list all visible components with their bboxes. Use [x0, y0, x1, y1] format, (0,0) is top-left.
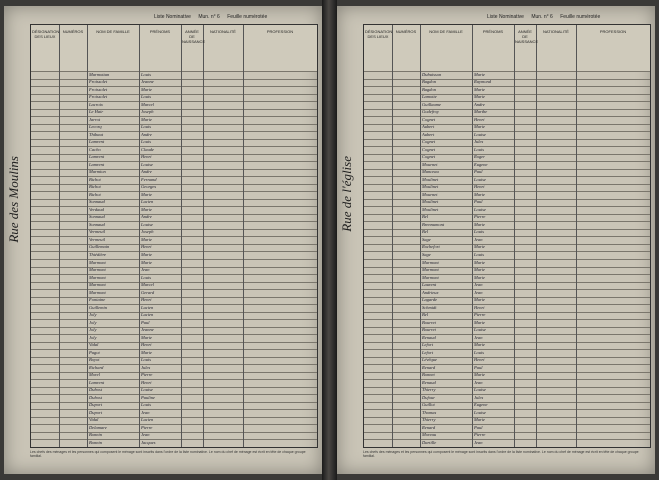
- column-divider: [87, 25, 88, 447]
- surname-cell: Bagdon: [422, 86, 436, 92]
- surname-cell: Sonnaud: [89, 214, 105, 220]
- firstname-cell: Marcel: [141, 282, 154, 288]
- surname-cell: Marmont: [89, 259, 106, 265]
- surname-cell: Dartille: [422, 439, 437, 445]
- right-register-table: [363, 24, 651, 448]
- firstname-cell: Andre: [141, 131, 152, 137]
- surname-cell: Cognet: [422, 116, 435, 122]
- surname-cell: Marmont: [89, 289, 106, 295]
- surname-cell: Lefort: [422, 342, 434, 348]
- firstname-cell: Henri: [474, 116, 485, 122]
- column-header: NUMÉROS: [395, 29, 417, 34]
- firstname-cell: Louis: [141, 357, 152, 363]
- surname-cell: Renaud: [422, 379, 436, 385]
- firstname-cell: Louis: [474, 251, 485, 257]
- surname-cell: Lacroix: [89, 101, 103, 107]
- surname-cell: Moulinet: [422, 184, 439, 190]
- surname-cell: Aubert: [422, 131, 435, 137]
- header-mid-text: Mun. n° 6: [531, 14, 553, 20]
- firstname-cell: Marie: [474, 259, 485, 265]
- firstname-cell: Jean: [474, 236, 483, 242]
- left-footnote: Les chefs des ménages et les personnes qui composent le ménage sont inscrits dans l'ordre de la liste nominative. Le nom du chef de ménage est écrit en tête de chaque groupe familial.: [30, 450, 306, 458]
- firstname-cell: Joseph: [141, 109, 154, 115]
- header-left-text: Liste Nominative: [154, 14, 191, 20]
- surname-cell: Renard: [422, 424, 436, 430]
- surname-cell: Froissolet: [89, 86, 108, 92]
- firstname-cell: Marie: [474, 124, 485, 130]
- firstname-cell: Marie: [141, 236, 152, 242]
- firstname-cell: Marie: [141, 259, 152, 265]
- surname-cell: Joly: [89, 312, 97, 318]
- firstname-cell: Louis: [141, 124, 152, 130]
- firstname-cell: Marie: [141, 349, 152, 355]
- header-left-text: Liste Nominative: [487, 14, 524, 20]
- firstname-cell: Louise: [474, 387, 487, 393]
- surname-cell: Lagarde: [422, 297, 438, 303]
- surname-cell: Marmont: [89, 267, 106, 273]
- surname-cell: Dubost: [89, 394, 103, 400]
- surname-cell: Joly: [89, 334, 97, 340]
- surname-cell: Bourret: [422, 319, 436, 325]
- surname-cell: Marmottan: [89, 71, 110, 77]
- surname-cell: Marmont: [422, 274, 439, 280]
- column-divider: [576, 25, 577, 447]
- surname-cell: Dufour: [422, 394, 436, 400]
- column-header: DÉSIGNATION DES LIEUX: [365, 29, 393, 39]
- firstname-cell: Paul: [141, 319, 150, 325]
- firstname-cell: Marie: [141, 251, 152, 257]
- column-header: DÉSIGNATION DES LIEUX: [32, 29, 60, 39]
- firstname-cell: Jean: [141, 267, 150, 273]
- column-header: ANNÉE DE NAISSANCE: [182, 29, 206, 44]
- firstname-cell: Louis: [141, 71, 152, 77]
- firstname-cell: Louise: [141, 221, 154, 227]
- firstname-cell: Andre: [141, 214, 152, 220]
- surname-cell: Lamrent: [89, 139, 105, 145]
- firstname-cell: Roger: [474, 154, 485, 160]
- right-footnote: Les chefs des ménages et les personnes qui composent le ménage sont inscrits dans l'ordre de la liste nominative. Le nom du chef de ménage est écrit en tête de chaque groupe familial.: [363, 450, 639, 458]
- firstname-cell: Paul: [474, 424, 483, 430]
- surname-cell: Marmont: [422, 267, 439, 273]
- firstname-cell: Eugene: [474, 402, 488, 408]
- firstname-cell: Louise: [474, 176, 487, 182]
- column-header: NOM DE FAMILLE: [429, 29, 463, 34]
- firstname-cell: Jules: [474, 139, 484, 145]
- firstname-cell: Marie: [474, 319, 485, 325]
- surname-cell: Vidal: [89, 417, 99, 423]
- left-register-table: [30, 24, 318, 448]
- surname-cell: Fontaine: [89, 297, 106, 303]
- surname-cell: Lévêque: [422, 357, 437, 363]
- firstname-cell: Marie: [474, 267, 485, 273]
- surname-cell: Vidal: [89, 342, 99, 348]
- surname-cell: Mournet: [422, 161, 438, 167]
- surname-cell: Duport: [89, 409, 103, 415]
- surname-cell: Lefort: [422, 349, 434, 355]
- firstname-cell: Henri: [474, 184, 485, 190]
- surname-cell: Marmont: [422, 259, 439, 265]
- firstname-cell: Claude: [141, 146, 154, 152]
- firstname-cell: Jacques: [141, 439, 156, 445]
- surname-cell: Laurent: [422, 282, 437, 288]
- firstname-cell: Jean: [141, 432, 150, 438]
- firstname-cell: Pauline: [141, 394, 155, 400]
- firstname-cell: Marie: [474, 94, 485, 100]
- surname-cell: Aubert: [422, 124, 435, 130]
- firstname-cell: Marie: [474, 274, 485, 280]
- firstname-cell: Paul: [474, 199, 483, 205]
- firstname-cell: Louis: [474, 229, 485, 235]
- surname-cell: Froissolet: [89, 79, 108, 85]
- surname-cell: Cognet: [422, 146, 435, 152]
- book-gutter: [322, 0, 337, 480]
- column-divider: [59, 25, 60, 447]
- firstname-cell: Marie: [141, 334, 152, 340]
- firstname-cell: Louis: [474, 349, 485, 355]
- firstname-cell: Pierre: [474, 214, 486, 220]
- surname-cell: Sage: [422, 251, 431, 257]
- firstname-cell: Louis: [141, 94, 152, 100]
- surname-cell: Lamrent: [89, 161, 105, 167]
- surname-cell: Le Hair: [89, 109, 104, 115]
- column-divider: [472, 25, 473, 447]
- firstname-cell: Marie: [141, 116, 152, 122]
- column-header: NUMÉROS: [62, 29, 84, 34]
- left-page: [4, 6, 322, 474]
- firstname-cell: Henri: [474, 304, 485, 310]
- column-divider: [203, 25, 204, 447]
- surname-cell: Sage: [422, 236, 431, 242]
- firstname-cell: Henri: [141, 154, 152, 160]
- column-header: PROFESSION: [266, 29, 294, 34]
- surname-cell: Brennumont: [422, 221, 445, 227]
- surname-cell: Froissolet: [89, 94, 108, 100]
- firstname-cell: Henri: [141, 297, 152, 303]
- firstname-cell: Louise: [474, 131, 487, 137]
- header-mid-text: Mun. n° 6: [198, 14, 220, 20]
- surname-cell: Vermeuil: [89, 229, 105, 235]
- surname-cell: Morel: [89, 372, 100, 378]
- surname-cell: Godefroy: [422, 109, 439, 115]
- firstname-cell: Louise: [474, 327, 487, 333]
- firstname-cell: Andre: [141, 169, 152, 175]
- surname-cell: Bonnet: [422, 372, 435, 378]
- surname-cell: Moreau: [422, 432, 437, 438]
- surname-cell: Lecorq: [89, 124, 102, 130]
- surname-cell: Thierry: [422, 417, 436, 423]
- surname-cell: Marmont: [89, 274, 106, 280]
- firstname-cell: Pierre: [141, 372, 153, 378]
- surname-cell: Bichot: [89, 191, 101, 197]
- firstname-cell: Eugene: [474, 161, 488, 167]
- firstname-cell: Gerard: [141, 289, 155, 295]
- firstname-cell: Henri: [474, 357, 485, 363]
- surname-cell: Jarrot: [89, 116, 101, 122]
- firstname-cell: Lucien: [141, 199, 154, 205]
- column-header: ANNÉE DE NAISSANCE: [515, 29, 539, 44]
- surname-cell: Renard: [422, 364, 436, 370]
- firstname-cell: Pierre: [474, 312, 486, 318]
- firstname-cell: Lucien: [141, 417, 154, 423]
- column-divider: [420, 25, 421, 447]
- firstname-cell: Marie: [474, 297, 485, 303]
- surname-cell: Thierry: [422, 387, 436, 393]
- firstname-cell: Paul: [474, 364, 483, 370]
- surname-cell: Mournet: [422, 191, 438, 197]
- right-table-rows: [364, 71, 650, 447]
- firstname-cell: Jules: [141, 364, 151, 370]
- surname-cell: Marmont: [89, 282, 106, 288]
- firstname-cell: Louis: [141, 139, 152, 145]
- firstname-cell: Jean: [474, 289, 483, 295]
- column-header: PRÉNOMS: [149, 29, 171, 34]
- surname-cell: Thiédière: [89, 251, 107, 257]
- surname-cell: Renaud: [422, 334, 436, 340]
- firstname-cell: Louise: [141, 387, 154, 393]
- firstname-cell: Louise: [474, 409, 487, 415]
- surname-cell: Moulinet: [422, 176, 439, 182]
- surname-cell: Guillemain: [89, 244, 110, 250]
- surname-cell: Dubuisson: [422, 71, 442, 77]
- surname-cell: Bel: [422, 214, 428, 220]
- surname-cell: Boyot: [89, 357, 100, 363]
- surname-cell: Manceau: [422, 169, 439, 175]
- surname-cell: Andrieux: [422, 289, 439, 295]
- firstname-cell: Jeanne: [141, 327, 154, 333]
- surname-cell: Verdaud: [89, 206, 104, 212]
- surname-cell: Joly: [89, 327, 97, 333]
- surname-cell: Richard: [89, 364, 104, 370]
- firstname-cell: Marie: [474, 86, 485, 92]
- surname-cell: Moulinet: [422, 206, 439, 212]
- column-divider: [392, 25, 393, 447]
- firstname-cell: Paul: [474, 169, 483, 175]
- surname-cell: Joly: [89, 319, 97, 325]
- firstname-cell: Jules: [474, 394, 484, 400]
- firstname-cell: Henri: [141, 342, 152, 348]
- surname-cell: Lamotte: [422, 94, 437, 100]
- firstname-cell: Louise: [474, 206, 487, 212]
- header-right-text: Feuille numérotée: [227, 14, 268, 20]
- surname-cell: Schmidt: [422, 304, 437, 310]
- surname-cell: Sonnaud: [89, 199, 105, 205]
- firstname-cell: Georges: [141, 184, 157, 190]
- column-header: PROFESSION: [599, 29, 627, 34]
- surname-cell: Pagot: [89, 349, 100, 355]
- surname-cell: Sonnaud: [89, 221, 105, 227]
- firstname-cell: Marie: [474, 417, 485, 423]
- column-divider: [243, 25, 244, 447]
- column-divider: [536, 25, 537, 447]
- surname-cell: Lamrent: [89, 379, 105, 385]
- firstname-cell: Henri: [141, 244, 152, 250]
- surname-cell: Bourret: [422, 327, 436, 333]
- firstname-cell: Marie: [474, 191, 485, 197]
- left-page-header: [154, 14, 273, 20]
- firstname-cell: Louis: [474, 146, 485, 152]
- surname-cell: Bagdon: [422, 79, 436, 85]
- surname-cell: Cacho: [89, 146, 101, 152]
- surname-cell: Bel: [422, 229, 428, 235]
- firstname-cell: Marie: [474, 221, 485, 227]
- surname-cell: Rochefort: [422, 244, 440, 250]
- firstname-cell: Pierre: [474, 432, 486, 438]
- firstname-cell: Marie: [141, 191, 152, 197]
- right-page-header: [487, 14, 606, 20]
- surname-cell: Bel: [422, 312, 428, 318]
- firstname-cell: Marie: [474, 71, 485, 77]
- surname-cell: Thomas: [422, 409, 437, 415]
- firstname-cell: Marie: [141, 86, 152, 92]
- left-street-label: Rue des Moulins: [6, 156, 21, 243]
- firstname-cell: Jean: [474, 439, 483, 445]
- firstname-cell: Jean: [474, 334, 483, 340]
- surname-cell: Guillaume: [422, 101, 441, 107]
- firstname-cell: Jean: [474, 282, 483, 288]
- firstname-cell: Marie: [474, 244, 485, 250]
- surname-cell: Vermeuil: [89, 236, 105, 242]
- firstname-cell: Fernand: [141, 176, 157, 182]
- firstname-cell: Henri: [141, 379, 152, 385]
- surname-cell: Guillot: [422, 402, 435, 408]
- surname-cell: Bichot: [89, 176, 101, 182]
- surname-cell: Dubost: [89, 387, 103, 393]
- firstname-cell: Marie: [474, 372, 485, 378]
- column-header: NATIONALITÉ: [210, 29, 236, 34]
- firstname-cell: Jeanne: [141, 79, 154, 85]
- firstname-cell: Jean: [474, 379, 483, 385]
- firstname-cell: Louise: [141, 161, 154, 167]
- left-table-rows: [31, 71, 317, 447]
- firstname-cell: Louis: [141, 402, 152, 408]
- firstname-cell: Pierre: [141, 424, 153, 430]
- right-page: [337, 6, 655, 474]
- surname-cell: Marmion: [89, 169, 106, 175]
- surname-cell: Thibaut: [89, 131, 104, 137]
- firstname-cell: Jean: [141, 409, 150, 415]
- firstname-cell: Marie: [141, 206, 152, 212]
- firstname-cell: Louis: [141, 274, 152, 280]
- surname-cell: Cognet: [422, 154, 435, 160]
- surname-cell: Delamare: [89, 424, 107, 430]
- surname-cell: Bichot: [89, 184, 101, 190]
- firstname-cell: Marthe: [474, 109, 488, 115]
- firstname-cell: Lucien: [141, 312, 154, 318]
- firstname-cell: Marie: [474, 342, 485, 348]
- column-divider: [514, 25, 515, 447]
- firstname-cell: Andre: [474, 101, 485, 107]
- firstname-cell: Joseph: [141, 229, 154, 235]
- firstname-cell: Marcel: [141, 101, 154, 107]
- surname-cell: Lamrent: [89, 154, 105, 160]
- firstname-cell: Raymond: [474, 79, 491, 85]
- firstname-cell: Lucien: [141, 304, 154, 310]
- surname-cell: Cognet: [422, 139, 435, 145]
- surname-cell: Bonnin: [89, 432, 102, 438]
- surname-cell: Moulinet: [422, 199, 439, 205]
- column-header: NOM DE FAMILLE: [96, 29, 130, 34]
- column-header: NATIONALITÉ: [543, 29, 569, 34]
- column-divider: [181, 25, 182, 447]
- column-divider: [139, 25, 140, 447]
- column-header: PRÉNOMS: [482, 29, 504, 34]
- surname-cell: Duport: [89, 402, 103, 408]
- header-right-text: Feuille numérotée: [560, 14, 601, 20]
- surname-cell: Guillemin: [89, 304, 107, 310]
- surname-cell: Bonnin: [89, 439, 102, 445]
- right-street-label: Rue de l'église: [339, 156, 354, 232]
